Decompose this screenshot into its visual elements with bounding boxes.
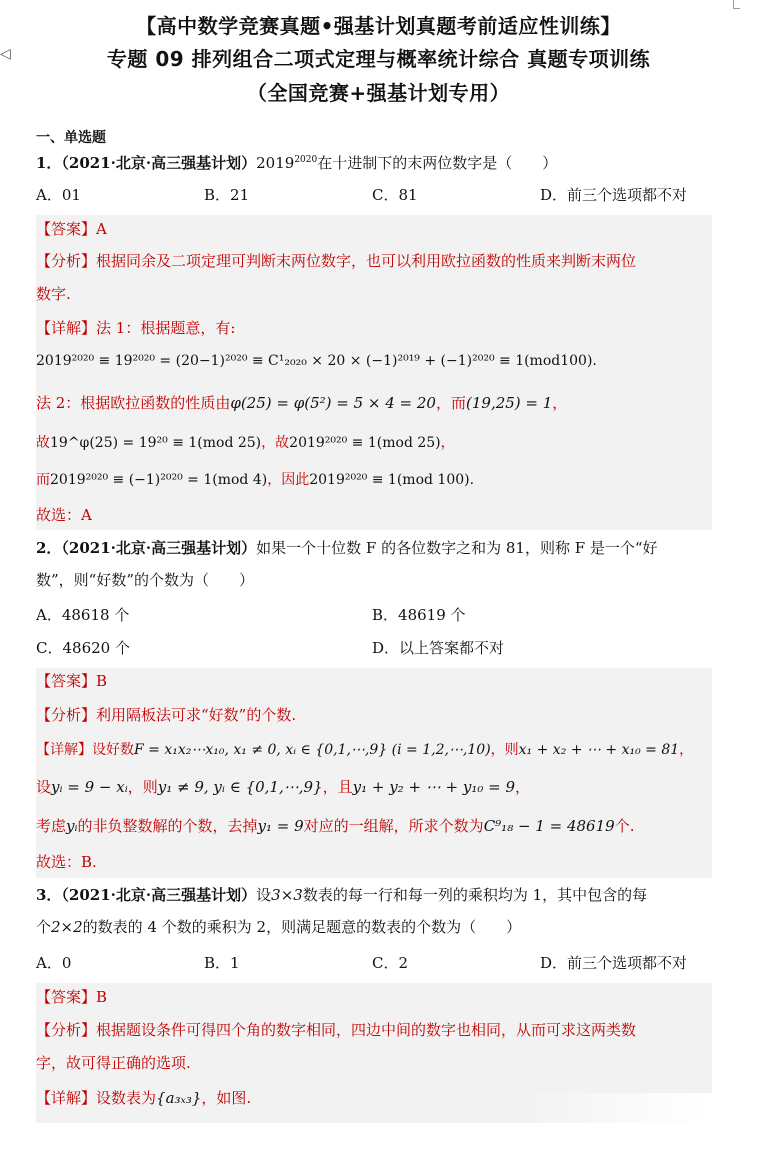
analysis-label: 【分析】	[36, 252, 97, 270]
detail-text: 设好数	[92, 742, 134, 758]
question-1-detail	[36, 318, 235, 338]
question-1-base: 2019	[256, 154, 295, 172]
question-3-analysis-cont: 字，故可得正确的选项.	[36, 1054, 191, 1072]
question-3-answer	[36, 987, 107, 1007]
answer-value: A	[96, 220, 107, 238]
question-3-option-d: D．前三个选项都不对	[540, 954, 688, 972]
analysis-label: 【分析】	[36, 706, 97, 724]
question-1-source: 1．（2021·北京·高三强基计划）	[36, 154, 257, 172]
question-3-option-c: C．2	[372, 954, 409, 972]
connector: ，故	[261, 435, 290, 451]
unit: 个.	[614, 817, 635, 835]
count-text-2: 对应的一组解，所求个数为	[303, 817, 484, 835]
connector: ，则	[490, 742, 519, 758]
section-heading: 一、单选题	[36, 130, 106, 146]
connector: 设	[36, 778, 52, 796]
question-3-analysis	[36, 1020, 636, 1040]
count-result: C⁹₁₈ − 1 = 48619	[483, 817, 615, 835]
analysis-text: 根据题设条件可得四个角的数字相同，四边中间的数字也相同，从而可求这两类数	[96, 1021, 637, 1039]
analysis-label: 【分析】	[36, 1021, 97, 1039]
variable: yᵢ	[66, 817, 78, 835]
question-2-detail	[36, 740, 693, 760]
question-2-solution-block	[36, 668, 712, 878]
question-2-substitution	[36, 777, 530, 797]
question-1-option-c: C．81	[372, 186, 418, 204]
answer-label: 【答案】	[36, 988, 97, 1006]
question-1-congruence-formula: 2019²⁰²⁰ ≡ 19²⁰²⁰ = (20−1)²⁰²⁰ ≡ C¹₂₀₂₀ × 20 × (−1)²⁰¹⁹ + (−1)²⁰²⁰ ≡ 1(mod100).	[36, 353, 597, 369]
question-3-text-4: 的数表的 4 个数的乘积为 2，则满足题意的数表的个数为（ ）	[82, 918, 522, 936]
connector: 而	[36, 472, 50, 488]
question-2-stem-cont: 数”，则“好数”的个数为（ ）	[36, 571, 255, 589]
constraint-formula: y₁ ≠ 9, yᵢ ∈ {0,1,⋯,9}	[157, 778, 323, 796]
connector: ，因此	[267, 472, 310, 488]
answer-label: 【答案】	[36, 672, 97, 690]
period: .	[469, 472, 475, 488]
excluded-solution: y₁ = 9	[257, 817, 304, 835]
sum-equation: y₁ + y₂ + ⋯ + y₁₀ = 9	[352, 778, 516, 796]
question-2-choose: 故选：B.	[36, 853, 97, 871]
question-2-source: 2．（2021·北京·高三强基计划）	[36, 539, 257, 557]
question-1-analysis	[36, 251, 636, 271]
answer-label: 【答案】	[36, 220, 97, 238]
question-3-stem	[36, 885, 647, 905]
question-2-text: 如果一个十位数 F 的各位数字之和为 81，则称 F 是一个“好	[256, 539, 658, 557]
bottom-fade	[517, 1093, 757, 1153]
question-1-choose: 故选：A	[36, 506, 92, 524]
question-1-tail: 在十进制下的末两位数字是（ ）	[317, 154, 558, 172]
question-2-option-b: B．48619 个	[372, 606, 466, 624]
euler-phi-formula: φ(25) = φ(5²) = 5 × 4 = 20	[230, 394, 436, 412]
title-line-2: 专题 09 排列组合二项式定理与概率统计综合 真题专项训练	[106, 47, 651, 71]
question-2-option-d: D．以上答案都不对	[372, 639, 505, 657]
digit-sum-equation: x₁ + x₂ + ⋯ + x₁₀ = 81	[518, 742, 680, 758]
detail-text-2: ，如图.	[201, 1089, 252, 1107]
question-3-source: 3．（2021·北京·高三强基计划）	[36, 886, 257, 904]
detail-label: 【详解】	[36, 742, 92, 758]
connector: ，则	[127, 778, 158, 796]
question-1-answer	[36, 219, 107, 239]
question-2-stem	[36, 538, 658, 558]
comma: ，	[679, 742, 694, 758]
table-notation: {a₃ₓ₃}	[156, 1089, 202, 1107]
question-3-option-a: A．0	[36, 954, 72, 972]
question-1-stem	[36, 150, 557, 173]
connector: ，而	[435, 394, 466, 412]
detail-label: 【详解】	[36, 1089, 97, 1107]
comma: ，	[440, 435, 455, 451]
good-number-definition: F = x₁x₂⋯x₁₀, x₁ ≠ 0, xᵢ ∈ {0,1,⋯,9} (i = 1,2,⋯,10)	[134, 742, 491, 758]
connector: ，且	[322, 778, 353, 796]
question-1-method-2-step	[36, 433, 455, 453]
table-size: 3×3	[271, 886, 303, 904]
gcd-formula: (19,25) = 1	[466, 394, 553, 412]
comma: ，	[552, 394, 568, 412]
analysis-text: 根据同余及二项定理可判断末两位数字，也可以利用欧拉函数的性质来判断末两位	[96, 252, 637, 270]
question-1-exponent: 2020	[294, 155, 318, 165]
count-text: 的非负整数解的个数，去掉	[77, 817, 258, 835]
detail-text: 法 1：根据题意，有:	[96, 319, 236, 337]
question-2-option-a: A．48618 个	[36, 606, 130, 624]
corner-crop-mark-icon	[733, 0, 740, 9]
comma: ，	[515, 778, 531, 796]
question-1-option-b: B．21	[204, 186, 250, 204]
question-1-option-d: D．前三个选项都不对	[540, 186, 688, 204]
question-3-text: 设	[256, 886, 272, 904]
method-2-text: 法 2：根据欧拉函数的性质由	[36, 394, 231, 412]
substitution-formula: yᵢ = 9 − xᵢ	[51, 778, 128, 796]
mod4-formula: 2019²⁰²⁰ ≡ (−1)²⁰²⁰ = 1(mod 4)	[50, 472, 268, 488]
answer-value: B	[96, 672, 108, 690]
detail-text: 设数表为	[96, 1089, 157, 1107]
detail-label: 【详解】	[36, 319, 97, 337]
question-3-text-3: 个	[36, 918, 52, 936]
question-2-count	[36, 816, 634, 836]
mod25-formula: 19^φ(25) = 19²⁰ ≡ 1(mod 25)	[50, 435, 262, 451]
question-1-option-a: A．01	[36, 186, 81, 204]
question-3-stem-cont	[36, 917, 521, 937]
mod25-result: 2019²⁰²⁰ ≡ 1(mod 25)	[289, 435, 441, 451]
question-3-text-2: 数表的每一行和每一列的乘积均为 1，其中包含的每	[302, 886, 648, 904]
question-1-method-2-conclusion	[36, 470, 474, 490]
question-3-option-b: B．1	[204, 954, 240, 972]
question-1-method-2	[36, 393, 567, 413]
subtable-size: 2×2	[51, 918, 83, 936]
title-line-3: （全国竞赛+强基计划专用）	[246, 81, 511, 105]
question-2-answer	[36, 671, 107, 691]
question-3-detail	[36, 1088, 251, 1108]
question-2-option-c: C．48620 个	[36, 639, 130, 657]
mod100-result: 2019²⁰²⁰ ≡ 1(mod 100)	[309, 472, 470, 488]
answer-value: B	[96, 988, 108, 1006]
title-line-1: 【高中数学竞赛真题•强基计划真题考前适应性训练】	[136, 14, 621, 38]
analysis-text: 利用隔板法可求“好数”的个数.	[96, 706, 297, 724]
left-margin-marker-icon: ◁	[0, 46, 11, 62]
connector: 考虑	[36, 817, 67, 835]
question-1-analysis-cont: 数字.	[36, 285, 71, 303]
question-2-analysis	[36, 705, 296, 725]
connector: 故	[36, 435, 50, 451]
